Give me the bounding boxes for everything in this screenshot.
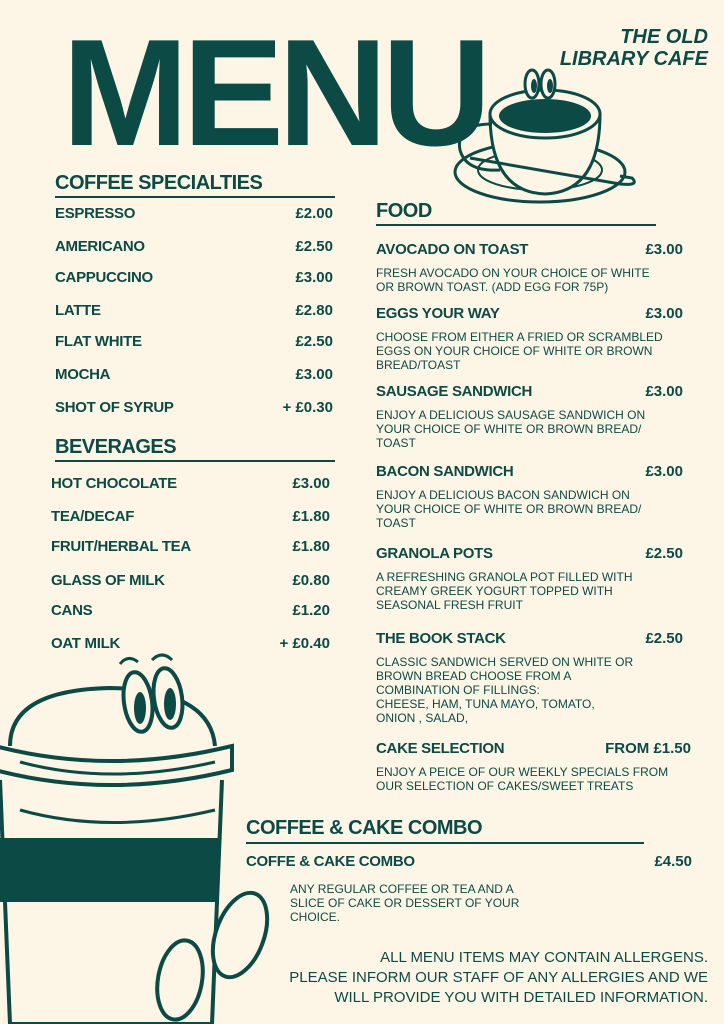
combo-item-price: £4.50 <box>654 853 692 870</box>
cafe-name-line: THE OLD <box>620 26 708 48</box>
menu-item-name: FLAT WHITE <box>55 333 142 350</box>
menu-item-name: AMERICANO <box>55 238 145 255</box>
section-divider <box>55 460 335 462</box>
coffee-specialties-heading: COFFEE SPECIALTIES <box>55 172 263 194</box>
menu-item-price: £2.00 <box>295 205 333 222</box>
menu-item-name: MOCHA <box>55 366 111 383</box>
menu-item-description <box>376 330 696 372</box>
menu-item-name: AVOCADO ON TOAST <box>376 241 529 258</box>
menu-item-price: £1.80 <box>292 508 330 525</box>
menu-item-price: £3.00 <box>645 305 683 322</box>
menu-item-name: CANS <box>51 602 93 619</box>
combo-item-name: COFFE & CAKE COMBO <box>246 853 415 870</box>
menu-item-price: £0.80 <box>292 572 330 589</box>
description-line: YOUR CHOICE OF WHITE OR BROWN BREAD/ <box>376 422 642 436</box>
description-line: YOUR CHOICE OF WHITE OR BROWN BREAD/ <box>376 502 642 516</box>
menu-item-name: EGGS YOUR WAY <box>376 305 500 322</box>
description-line: OR BROWN TOAST. (ADD EGG FOR 75P) <box>376 280 609 294</box>
section-divider <box>246 842 644 844</box>
cafe-name-line: LIBRARY CAFE <box>559 48 708 70</box>
menu-item-name: CAPPUCCINO <box>55 269 153 286</box>
description-line: BROWN BREAD CHOOSE FROM A <box>376 669 572 683</box>
menu-item-name: GRANOLA POTS <box>376 545 493 562</box>
menu-item-price: £2.50 <box>295 333 333 350</box>
menu-item-description <box>376 570 696 612</box>
menu-item-description <box>376 655 696 725</box>
description-line: ENJOY A DELICIOUS SAUSAGE SANDWICH ON <box>376 408 646 422</box>
menu-item-price: £3.00 <box>295 269 333 286</box>
notice-line: ALL MENU ITEMS MAY CONTAIN ALLERGENS. <box>380 949 708 966</box>
beverages-heading: BEVERAGES <box>55 436 177 458</box>
description-line: ENJOY A PEICE OF OUR WEEKLY SPECIALS FROM <box>376 765 669 779</box>
description-line: ONION , SALAD, <box>376 711 469 725</box>
menu-item-price: £2.50 <box>645 630 683 647</box>
menu-item-price: £3.00 <box>645 463 683 480</box>
menu-item-name: THE BOOK STACK <box>376 630 506 647</box>
section-divider <box>55 196 335 198</box>
menu-item-description <box>376 488 696 530</box>
description-line: CHOOSE FROM EITHER A FRIED OR SCRAMBLED <box>376 330 663 344</box>
menu-item-description <box>376 765 696 793</box>
description-line: A REFRESHING GRANOLA POT FILLED WITH <box>376 570 633 584</box>
allergen-notice <box>248 948 708 1008</box>
section-divider <box>376 224 656 226</box>
takeaway-cup-illustration <box>0 650 280 1024</box>
notice-line: WILL PROVIDE YOU WITH DETAILED INFORMATION. <box>334 989 708 1006</box>
menu-item-description <box>376 266 696 294</box>
description-line: CREAMY GREEK YOGURT TOPPED WITH <box>376 584 613 598</box>
menu-item-description <box>376 408 696 450</box>
menu-item-name: ESPRESSO <box>55 205 136 222</box>
menu-item-name: SHOT OF SYRUP <box>55 399 174 416</box>
description-line: OUR SELECTION OF CAKES/SWEET TREATS <box>376 779 634 793</box>
menu-item-price: £3.00 <box>295 366 333 383</box>
description-line: TOAST <box>376 436 416 450</box>
description-line: TOAST <box>376 516 416 530</box>
menu-item-name: SAUSAGE SANDWICH <box>376 383 533 400</box>
description-line: COMBINATION OF FILLINGS: <box>376 683 540 697</box>
description-line: CLASSIC SANDWICH SERVED ON WHITE OR <box>376 655 634 669</box>
menu-item-name: GLASS OF MILK <box>51 572 165 589</box>
notice-line: PLEASE INFORM OUR STAFF OF ANY ALLERGIES AND WE <box>289 969 708 986</box>
food-heading: FOOD <box>376 200 432 222</box>
menu-item-price: £3.00 <box>645 383 683 400</box>
description-line: ANY REGULAR COFFEE OR TEA AND A <box>290 882 514 896</box>
description-line: CHEESE, HAM, TUNA MAYO, TOMATO, <box>376 697 595 711</box>
menu-item-price: £1.80 <box>292 538 330 555</box>
menu-item-price: FROM £1.50 <box>605 740 691 757</box>
menu-title: MENU <box>62 8 486 178</box>
menu-item-price: £3.00 <box>645 241 683 258</box>
description-line: BREAD/TOAST <box>376 358 461 372</box>
description-line: CHOICE. <box>290 910 341 924</box>
menu-item-price: + £0.40 <box>279 635 330 652</box>
combo-heading: COFFEE & CAKE COMBO <box>246 817 483 839</box>
menu-item-name: BACON SANDWICH <box>376 463 514 480</box>
menu-item-price: £1.20 <box>292 602 330 619</box>
menu-item-price: £2.50 <box>295 238 333 255</box>
menu-item-name: HOT CHOCOLATE <box>51 475 177 492</box>
description-line: SEASONAL FRESH FRUIT <box>376 598 523 612</box>
menu-item-name: LATTE <box>55 302 101 319</box>
description-line: FRESH AVOCADO ON YOUR CHOICE OF WHITE <box>376 266 650 280</box>
menu-item-price: £2.80 <box>295 302 333 319</box>
menu-item-name: FRUIT/HERBAL TEA <box>51 538 191 555</box>
description-line: ENJOY A DELICIOUS BACON SANDWICH ON <box>376 488 630 502</box>
menu-item-name: OAT MILK <box>51 635 120 652</box>
combo-description <box>290 882 519 924</box>
description-line: SLICE OF CAKE OR DESSERT OF YOUR <box>290 896 520 910</box>
menu-item-price: £3.00 <box>292 475 330 492</box>
menu-item-price: £2.50 <box>645 545 683 562</box>
menu-item-price: + £0.30 <box>282 399 333 416</box>
coffee-cup-illustration <box>450 62 640 212</box>
menu-item-name: TEA/DECAF <box>51 508 135 525</box>
menu-item-name: CAKE SELECTION <box>376 740 505 757</box>
description-line: EGGS ON YOUR CHOICE OF WHITE OR BROWN <box>376 344 653 358</box>
